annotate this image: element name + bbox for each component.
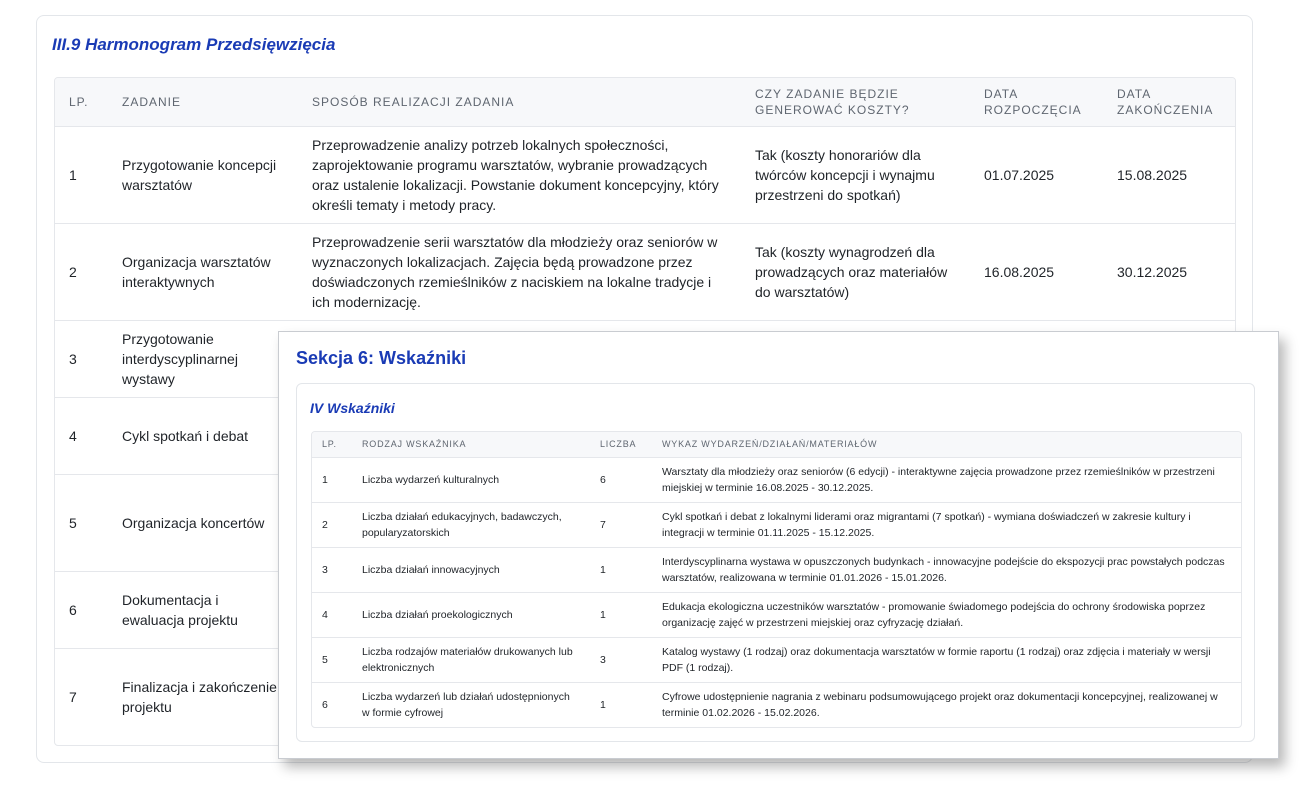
- cell-zadanie: Cykl spotkań i debat: [108, 397, 298, 474]
- cell-lp: 1: [312, 457, 352, 502]
- cell-lp: 2: [312, 502, 352, 547]
- cell-lp: 3: [312, 547, 352, 592]
- cell-koszty: Tak (koszty wynagrodzeń dla prowadzących oraz materiałów do warsztatów): [741, 223, 970, 320]
- harmonogram-title: III.9 Harmonogram Przedsięwzięcia: [52, 35, 336, 54]
- wskazniki-window: [278, 331, 1279, 759]
- col-header-zadanie: ZADANIE: [122, 94, 182, 109]
- cell-rodzaj: Liczba rodzajów materiałów drukowanych lub elektronicznych: [352, 637, 590, 682]
- table-header-row: [312, 432, 1241, 457]
- cell-liczba: 1: [590, 682, 652, 727]
- cell-koszty: Tak (koszty honorariów dla twórców koncepcji i wynajmu przestrzeni do spotkań): [741, 126, 970, 223]
- cell-wykaz: Katalog wystawy (1 rodzaj) oraz dokumentacja warsztatów w formie raportu (1 rodzaj) oraz zdjęcia i materiały w wersji PDF (1 rodzaj).: [652, 637, 1241, 682]
- cell-zadanie: Finalizacja i zakończenie projektu: [108, 648, 298, 745]
- section-title: Sekcja 6: Wskaźniki: [296, 348, 467, 368]
- cell-start: 01.07.2025: [970, 126, 1103, 223]
- cell-wykaz: Edukacja ekologiczna uczestników warsztatów - promowanie świadomego podejścia do ochrony środowiska poprzez organizację zajęć w przestrzeni miejskiej oraz cyfryzację działań.: [652, 592, 1241, 637]
- cell-zadanie: Organizacja warsztatów interaktywnych: [108, 223, 298, 320]
- cell-rodzaj: Liczba działań edukacyjnych, badawczych, popularyzatorskich: [352, 502, 590, 547]
- table-row: [312, 457, 1241, 502]
- wskazniki-card-title: IV Wskaźniki: [310, 400, 395, 416]
- wskazniki-card: [296, 383, 1255, 742]
- col-header-lp: LP.: [69, 94, 89, 109]
- cell-wykaz: Warsztaty dla młodzieży oraz seniorów (6 edycji) - interaktywne zajęcia prowadzone przez rzemieślników w przestrzeni miejskiej w terminie 16.08.2025 - 30.12.2025.: [652, 457, 1241, 502]
- cell-rodzaj: Liczba działań proekologicznych: [352, 592, 590, 637]
- cell-rodzaj: Liczba wydarzeń lub działań udostępnionych w formie cyfrowej: [352, 682, 590, 727]
- cell-liczba: 6: [590, 457, 652, 502]
- wskazniki-table: [312, 432, 1241, 727]
- col-header-end: DATA ZAKOŃCZENIA: [1117, 86, 1214, 117]
- cell-wykaz: Interdyscyplinarna wystawa w opuszczonych budynkach - innowacyjne podejście do ekspozycji prac powstałych podczas warsztatów, realizowana w terminie 01.01.2026 - 15.01.2026.: [652, 547, 1241, 592]
- cell-liczba: 1: [590, 592, 652, 637]
- cell-lp: 2: [55, 223, 108, 320]
- cell-liczba: 7: [590, 502, 652, 547]
- col-header-rodzaj: RODZAJ WSKAŹNIKA: [362, 439, 467, 450]
- cell-lp: 4: [312, 592, 352, 637]
- table-header-row: [55, 78, 1235, 126]
- cell-lp: 5: [55, 474, 108, 571]
- table-row: [312, 502, 1241, 547]
- col-header-lp: LP.: [322, 439, 337, 450]
- table-row: [312, 592, 1241, 637]
- cell-end: 30.12.2025: [1103, 223, 1235, 320]
- cell-zadanie: Organizacja koncertów: [108, 474, 298, 571]
- cell-lp: 6: [312, 682, 352, 727]
- cell-liczba: 3: [590, 637, 652, 682]
- cell-wykaz: Cykl spotkań i debat z lokalnymi liderami oraz migrantami (7 spotkań) - wymiana doświadczeń w zakresie kultury i integracji w terminie 01.11.2025 - 15.12.2025.: [652, 502, 1241, 547]
- table-row: [312, 682, 1241, 727]
- cell-lp: 1: [55, 126, 108, 223]
- cell-sposob: Przeprowadzenie serii warsztatów dla młodzieży oraz seniorów w wyznaczonych lokalizacjach. Zajęcia będą prowadzone przez doświadczonych rzemieślników z naciskiem na lokalne tradycje i ich modernizację.: [298, 223, 741, 320]
- col-header-sposob: SPOSÓB REALIZACJI ZADANIA: [312, 94, 515, 109]
- table-row: [55, 126, 1235, 223]
- cell-sposob: Przeprowadzenie analizy potrzeb lokalnych społeczności, zaprojektowanie programu warsztatów, wybranie prowadzących oraz ustalenie lokalizacji. Powstanie dokument koncepcyjny, który określi tematy i metody pracy.: [298, 126, 741, 223]
- cell-rodzaj: Liczba działań innowacyjnych: [352, 547, 590, 592]
- cell-zadanie: Przygotowanie interdyscyplinarnej wystawy: [108, 320, 298, 397]
- table-row: [55, 223, 1235, 320]
- table-row: [312, 547, 1241, 592]
- cell-zadanie: Przygotowanie koncepcji warsztatów: [108, 126, 298, 223]
- cell-lp: 6: [55, 571, 108, 648]
- cell-wykaz: Cyfrowe udostępnienie nagrania z webinaru podsumowującego projekt oraz dokumentacji koncepcyjnej, realizowanej w terminie 01.02.2026 - 15.02.2026.: [652, 682, 1241, 727]
- table-row: [312, 637, 1241, 682]
- cell-lp: 3: [55, 320, 108, 397]
- cell-end: 15.08.2025: [1103, 126, 1235, 223]
- cell-lp: 5: [312, 637, 352, 682]
- cell-start: 16.08.2025: [970, 223, 1103, 320]
- cell-lp: 7: [55, 648, 108, 745]
- cell-lp: 4: [55, 397, 108, 474]
- col-header-koszty: CZY ZADANIE BĘDZIE GENEROWAĆ KOSZTY?: [755, 86, 910, 117]
- cell-rodzaj: Liczba wydarzeń kulturalnych: [352, 457, 590, 502]
- cell-zadanie: Dokumentacja i ewaluacja projektu: [108, 571, 298, 648]
- cell-liczba: 1: [590, 547, 652, 592]
- col-header-start: DATA ROZPOCZĘCIA: [984, 86, 1082, 117]
- col-header-liczba: LICZBA: [600, 439, 637, 450]
- wskazniki-table-wrap: [311, 431, 1242, 728]
- col-header-wykaz: WYKAZ WYDARZEŃ/DZIAŁAŃ/MATERIAŁÓW: [662, 439, 878, 450]
